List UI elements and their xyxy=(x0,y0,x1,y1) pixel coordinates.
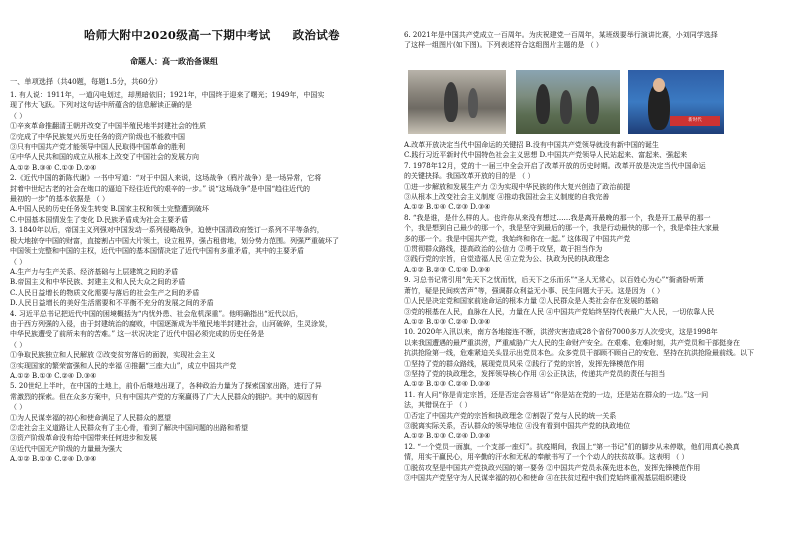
author-line: 命题人：高一政治备课组 xyxy=(130,56,218,66)
text-line: 8. “我是谁，是什么样的人。也许你从来没有想过……我是离开最晚的那一个，我是开工最早的那一 xyxy=(404,213,711,222)
text-line: 最初的一步”的基本依据是 （ ） xyxy=(10,195,110,204)
text-line: A.改革开放决定当代中国命运的关键招 B.没有中国共产党领导就没有新中国的诞生 xyxy=(404,141,659,149)
text-line: 萧竹，疑是民间疾苦声”等，强调群众利益无小事、民生问题大于天。这是因为 （ ） xyxy=(404,286,665,295)
text-line: 7. 1978年12月，党的十一届三中全会开启了改革开放的历史时期。改革开放是决定当代中国命运 xyxy=(404,161,706,170)
left-questions xyxy=(10,90,388,465)
text-line: A.①② B.①③ C.②④ D.③④ xyxy=(404,317,491,326)
text-line: 个，我是想到自己最少的那一个，我是坚守到最后的那一个，我是行动最快的那一个，我是牵挂大家最 xyxy=(404,224,719,233)
right-questions xyxy=(404,140,784,483)
text-line: C.践行习近平新时代中国特色社会主义思想 D.中国共产党领导人民站起来、富起来、强起来 xyxy=(404,151,688,160)
text-line: ①辛亥革命推翻清王朝并改变了中国半殖民地半封建社会的性质 xyxy=(10,122,206,131)
text-line: A.中国人民的历史任务发生转变 B.国家主权和领土完整遭到破坏 xyxy=(10,205,209,214)
text-line: 常激烈的探索。但在众多方案中，只有中国共产党的方案赢得了广大人民群众的拥护。其中的原因有 xyxy=(10,392,318,401)
text-line: ②走社会主义道路让人民群众有了主心骨，看到了解决中国问题的出路和希望 xyxy=(10,424,248,432)
text-line: 9. 习总书记常引用“先天下之忧而忧，后天下之乐而乐”“圣人无常心，以百姓心为心”“衙斋卧听萧 xyxy=(404,276,704,285)
text-line: 4. 习近平总书记把近代中国的困境概括为“内忧外患、社会危机深重”。他明确指出“近代以后， xyxy=(10,309,303,318)
text-line: ③中国共产党坚守为人民谋幸福的初心和使命 ④在扶贫过程中我们党始终重视基层组织建设 xyxy=(404,474,687,482)
exam-title: 哈师大附中2020级高一下期中考试 政治试卷 xyxy=(84,28,340,42)
text-line: ④中华人民共和国的成立从根本上改变了中国社会的发展方向 xyxy=(10,153,199,162)
historic-photo-2 xyxy=(516,70,620,134)
text-line: 12. “一个党员一面旗，一个支部一座灯”。抗疫期间，我国上“第一书记”们的脚步从未停歇，他们用真心换真 xyxy=(404,442,740,451)
text-line: A.①② B.①④ C.②③ D.③④ xyxy=(404,203,491,212)
text-line: A.①② B.①③ C.②④ D.③④ xyxy=(404,432,491,441)
text-line: 10. 2020年入汛以来，南方各地接连不断，洪涝灾害造成28个省份7000多万人次受灾，这是1998年 xyxy=(404,328,718,337)
text-line: （ ） xyxy=(10,257,27,266)
text-line: 6. 2021年是中国共产党成立一百周年。为庆祝建党一百周年，某班级要举行演讲比赛，小刘同学选择 xyxy=(404,31,718,39)
text-line: ③从根本上改变社会主义制度 ④推动我国社会主义制度的自我完善 xyxy=(404,193,610,202)
text-line: A.①② B.①③ C.②④ D.③④ xyxy=(404,380,491,389)
section-heading: 一、单项选择（共40题，每题1.5分，共60分） xyxy=(10,77,162,86)
text-line: 11. 有人问“你是肯定宗旨，还是否定会容易话”“你是站在党的一边，还是站在群众的一边。”这一问 xyxy=(404,390,709,399)
text-line: ③脱离实际关系，否认群众的领导地位 ④没有看到中国共产党的执政地位 xyxy=(404,421,631,430)
text-line: ①否定了中国共产党的宗旨和执政理念 ②割裂了党与人民的统一关系 xyxy=(404,411,617,420)
text-line: 了这样一组图片(如下图)。下列表述符合这组图片主题的是 （ ） xyxy=(404,41,603,50)
text-line: A.①② B.②③ C.①④ D.③④ xyxy=(404,265,491,274)
historic-photo-1 xyxy=(408,70,506,134)
text-line: 现了伟大飞跃。下列对这句话中所蕴含的信息解读正确的是 xyxy=(10,101,192,110)
new-era-photo xyxy=(628,70,724,134)
text-line: ③只有中国共产党才能领导中国人民取得中国革命的胜利 xyxy=(10,143,185,152)
text-line: 2.《近代中国的新陈代谢》一书中写道：“对于中国人来说，这场战争（鸦片战争）是一场异常，它将 xyxy=(10,174,322,183)
text-line: 以来我国遭遇的最严重洪涝，严重威胁广大人民的生命财产安全。在艰难、危难时刻，共产党员和干部挺身在 xyxy=(404,338,740,347)
text-line: 的关键抉择。我国改革开放的目的是 （ ） xyxy=(404,172,535,181)
text-line: ③党的根基在人民，血脉在人民，力量在人民 ④中国共产党始终坚持代表最广大人民，一切依靠人民 xyxy=(404,307,715,316)
text-line: ③坚持了党的执政理念，发挥领导核心作用 ④公正执法，传递共产党员的责任与担当 xyxy=(404,369,666,378)
text-line: （ ） xyxy=(10,111,27,120)
text-line: B.帝国主义和中华民族、封建主义和人民大众之间的矛盾 xyxy=(10,278,186,287)
text-line: 中国领土完整和中国的主权，近代中国的基本国情决定了近代中国有多重矛盾，其中的主要矛盾 xyxy=(10,247,304,256)
text-line: （ ） xyxy=(10,403,27,412)
text-line: 1. 有人说：1911年，一道闪电划过，却黑暗依旧；1921年，中国终于迎来了曙光；1949年，中国实 xyxy=(10,91,325,99)
text-line: A.①② B.①③ C.②④ D.③④ xyxy=(10,371,97,380)
text-line: D.人民日益增长的美好生活需要和不平衡不充分的发展之间的矛盾 xyxy=(10,299,214,308)
text-line: ①为人民谋幸福的初心和使命满足了人民群众的愿望 xyxy=(10,413,171,422)
photo-group xyxy=(404,70,724,134)
text-line: ③践行党的宗旨，自觉造福人民 ④立党为公、执政为民的执政理念 xyxy=(404,255,610,264)
text-line: ③资产阶级革命没有给中国带来任何进步和发展 xyxy=(10,434,157,443)
text-line: 情，用实干赢民心，用辛勤的汗水和无私的奉献书写了一个个动人的扶贫故事。这表明 （ ） xyxy=(404,453,689,462)
text-line: ①进一步解放和发展生产力 ②为实现中华民族的伟大复兴创造了政治前提 xyxy=(404,182,631,191)
photo-caption: 新时代 xyxy=(670,116,720,126)
exam-subject: 政治试卷 xyxy=(292,28,340,42)
text-line: ①脱贫攻坚是中国共产党执政兴国的第一要务 ②中国共产党员永葆先进本色，发挥先锋模范作用 xyxy=(404,463,701,472)
text-line: A.①② B.①③ C.②④ D.③④ xyxy=(10,455,97,464)
text-line: ②完成了中华民族复兴历史任务的资产阶级也不能救中国 xyxy=(10,132,185,141)
text-line: A.①② B.③④ C.①③ D.②④ xyxy=(10,163,97,172)
text-line: 法，其错误在于 （ ） xyxy=(404,401,472,410)
text-line: A.生产力与生产关系、经济基础与上层建筑之间的矛盾 xyxy=(10,267,179,276)
question-6-stem xyxy=(404,30,784,51)
text-line: C.中国基本国情发生了变化 D.民族矛盾成为社会主要矛盾 xyxy=(10,215,189,224)
text-line: ④近代中国无产阶级的力量最为强大 xyxy=(10,444,122,453)
text-line: ③实现国家的繁荣富强和人民的幸福 ④推翻“三座大山”，成立中国共产党 xyxy=(10,361,237,370)
text-line: ①人民是决定党和国家前途命运的根本力量 ②人民群众是人类社会存在发展的基础 xyxy=(404,297,659,306)
text-line: ①贯彻群众路线，提高政治的公信力 ②勇于攻坚，敢于担当作为 xyxy=(404,245,603,254)
text-line: 多的那一个。我是中国共产党，我始终和你在一起。” 这体现了中国共产党 xyxy=(404,234,631,243)
text-line: 5. 20世纪上半叶，在中国的土地上，前仆后继地出现了，各种政治力量为了探索国家出路，进行了异 xyxy=(10,382,322,391)
text-line: ①坚持了党的群众路线，展现党员风采 ②践行了党的宗旨，发挥先锋模范作用 xyxy=(404,359,645,368)
text-line: 封着中世纪古老的社会在炮口的逼迫下经往近代的艰辛的一步。” 说“这场战争”是中国“趋往近代的 xyxy=(10,184,311,193)
text-line: 3. 1840年以后，帝国主义列强对中国发动一系列侵略战争，迫使中国清政府签订一系列不平等条约， xyxy=(10,226,324,235)
text-line: 抗洪抢险第一线，危难紧迫关头显示出党员本色。众多党员干部顾不顾自己的安危、坚持在抗洪抢险最前线。以下 xyxy=(404,349,754,358)
text-line: 中华民族遭受了前所未有的苦难。” 这一状况决定了近代中国必须完成的历史任务是 xyxy=(10,330,265,339)
text-line: ①争取民族独立和人民解放 ②改变贫穷落后的面貌，实现社会主义 xyxy=(10,351,216,360)
text-line: 极大地掠夺中国的财富，直接割占中国大片领土，设立租界，强占租借地，划分势力范围。列强严重破坏了 xyxy=(10,236,339,245)
text-line: 由于西方列强的入侵，由于封建统治的腐败，中国逐渐成为半殖民地半封建社会，山河破碎，生灵涂炭， xyxy=(10,319,332,328)
text-line: （ ） xyxy=(10,340,27,349)
text-line: C.人民日益增长的物质文化需要与落后的社会生产之间的矛盾 xyxy=(10,288,200,297)
